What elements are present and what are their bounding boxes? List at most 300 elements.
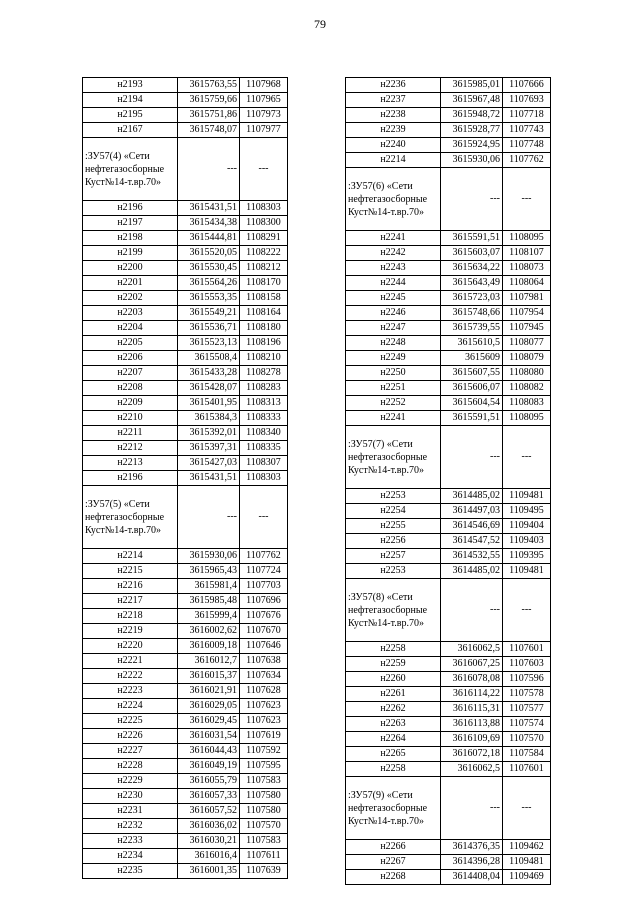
- table-row: [83, 849, 288, 864]
- table-row: [83, 594, 288, 609]
- point-id-cell: н2240: [346, 138, 441, 153]
- y-coordinate-cell: 1108170: [240, 276, 288, 291]
- y-coordinate-cell: 1107762: [240, 549, 288, 564]
- table-row: [346, 870, 551, 885]
- point-id-cell: н2217: [83, 594, 178, 609]
- x-coordinate-cell: 3616049,19: [178, 759, 240, 774]
- table-row: [346, 519, 551, 534]
- y-coordinate-cell: 1107954: [503, 306, 551, 321]
- point-id-cell: н2268: [346, 870, 441, 885]
- point-id-cell: н2230: [83, 789, 178, 804]
- x-coordinate-cell: 3616109,69: [441, 732, 503, 747]
- y-coordinate-cell: 1109404: [503, 519, 551, 534]
- point-id-cell: н2231: [83, 804, 178, 819]
- point-id-cell: н2249: [346, 351, 441, 366]
- x-coordinate-cell: 3615520,05: [178, 246, 240, 261]
- y-coordinate-cell: 1108300: [240, 216, 288, 231]
- x-coordinate-cell: 3615604,54: [441, 396, 503, 411]
- point-id-cell: н2254: [346, 504, 441, 519]
- x-coordinate-cell: 3614532,55: [441, 549, 503, 564]
- y-coordinate-cell: ---: [240, 486, 288, 549]
- point-id-cell: н2263: [346, 717, 441, 732]
- y-coordinate-cell: 1107670: [240, 624, 288, 639]
- table-row: [346, 276, 551, 291]
- y-coordinate-cell: 1107592: [240, 744, 288, 759]
- y-coordinate-cell: 1107623: [240, 714, 288, 729]
- table-row: [83, 441, 288, 456]
- x-coordinate-cell: ---: [441, 579, 503, 642]
- table-row: [83, 321, 288, 336]
- y-coordinate-cell: 1108303: [240, 471, 288, 486]
- point-id-cell: н2265: [346, 747, 441, 762]
- point-id-cell: н2211: [83, 426, 178, 441]
- x-coordinate-cell: 3616062,5: [441, 762, 503, 777]
- table-row: [346, 153, 551, 168]
- y-coordinate-cell: 1107666: [503, 78, 551, 93]
- point-id-cell: н2236: [346, 78, 441, 93]
- table-row: [346, 123, 551, 138]
- table-row: [83, 699, 288, 714]
- x-coordinate-cell: 3615999,4: [178, 609, 240, 624]
- y-coordinate-cell: 1107580: [240, 789, 288, 804]
- x-coordinate-cell: 3615508,4: [178, 351, 240, 366]
- parcel-header-row: [83, 138, 288, 201]
- table-row: [83, 336, 288, 351]
- table-row: [346, 246, 551, 261]
- x-coordinate-cell: 3615981,4: [178, 579, 240, 594]
- point-id-cell: н2242: [346, 246, 441, 261]
- point-id-cell: н2196: [83, 471, 178, 486]
- y-coordinate-cell: 1107570: [240, 819, 288, 834]
- table-row: [346, 687, 551, 702]
- x-coordinate-cell: 3615634,22: [441, 261, 503, 276]
- parcel-name-cell: :ЗУ57(6) «Сети нефтегазосборные Куст№14-т.вр.70»: [346, 168, 441, 231]
- x-coordinate-cell: 3616029,45: [178, 714, 240, 729]
- x-coordinate-cell: 3616031,54: [178, 729, 240, 744]
- table-row: [83, 639, 288, 654]
- y-coordinate-cell: 1107623: [240, 699, 288, 714]
- x-coordinate-cell: 3615930,06: [441, 153, 503, 168]
- table-row: [346, 261, 551, 276]
- y-coordinate-cell: 1108180: [240, 321, 288, 336]
- parcel-header-row: [346, 426, 551, 489]
- table-row: [346, 564, 551, 579]
- y-coordinate-cell: ---: [503, 579, 551, 642]
- y-coordinate-cell: 1108333: [240, 411, 288, 426]
- x-coordinate-cell: 3616044,43: [178, 744, 240, 759]
- point-id-cell: н2225: [83, 714, 178, 729]
- table-row: [83, 834, 288, 849]
- point-id-cell: н2239: [346, 123, 441, 138]
- y-coordinate-cell: 1108340: [240, 426, 288, 441]
- table-row: [346, 672, 551, 687]
- table-row: [83, 471, 288, 486]
- table-row: [83, 93, 288, 108]
- y-coordinate-cell: 1107724: [240, 564, 288, 579]
- y-coordinate-cell: 1107762: [503, 153, 551, 168]
- point-id-cell: н2234: [83, 849, 178, 864]
- y-coordinate-cell: 1108079: [503, 351, 551, 366]
- point-id-cell: н2238: [346, 108, 441, 123]
- point-id-cell: н2209: [83, 396, 178, 411]
- table-row: [346, 381, 551, 396]
- table-row: [346, 702, 551, 717]
- point-id-cell: н2210: [83, 411, 178, 426]
- point-id-cell: н2232: [83, 819, 178, 834]
- point-id-cell: н2247: [346, 321, 441, 336]
- point-id-cell: н2264: [346, 732, 441, 747]
- y-coordinate-cell: 1108083: [503, 396, 551, 411]
- table-row: [83, 456, 288, 471]
- table-row: [83, 366, 288, 381]
- y-coordinate-cell: ---: [240, 138, 288, 201]
- table-row: [346, 762, 551, 777]
- y-coordinate-cell: 1108095: [503, 231, 551, 246]
- point-id-cell: н2235: [83, 864, 178, 879]
- point-id-cell: н2241: [346, 411, 441, 426]
- x-coordinate-cell: 3615985,01: [441, 78, 503, 93]
- y-coordinate-cell: 1107748: [503, 138, 551, 153]
- y-coordinate-cell: 1109395: [503, 549, 551, 564]
- point-id-cell: н2194: [83, 93, 178, 108]
- table-row: [346, 366, 551, 381]
- parcel-name-cell: :ЗУ57(5) «Сети нефтегазосборные Куст№14-т.вр.70»: [83, 486, 178, 549]
- coordinates-table-left: [82, 77, 288, 879]
- y-coordinate-cell: 1109481: [503, 855, 551, 870]
- y-coordinate-cell: 1107646: [240, 639, 288, 654]
- y-coordinate-cell: 1107639: [240, 864, 288, 879]
- table-row: [83, 774, 288, 789]
- x-coordinate-cell: 3615643,49: [441, 276, 503, 291]
- table-row: [83, 819, 288, 834]
- x-coordinate-cell: 3616062,5: [441, 642, 503, 657]
- point-id-cell: н2197: [83, 216, 178, 231]
- table-row: [83, 864, 288, 879]
- y-coordinate-cell: 1107973: [240, 108, 288, 123]
- x-coordinate-cell: 3615723,03: [441, 291, 503, 306]
- x-coordinate-cell: 3616113,88: [441, 717, 503, 732]
- table-row: [83, 123, 288, 138]
- x-coordinate-cell: 3615739,55: [441, 321, 503, 336]
- point-id-cell: н2267: [346, 855, 441, 870]
- point-id-cell: н2196: [83, 201, 178, 216]
- x-coordinate-cell: ---: [178, 486, 240, 549]
- y-coordinate-cell: 1108313: [240, 396, 288, 411]
- y-coordinate-cell: 1107696: [240, 594, 288, 609]
- page-number: 79: [314, 17, 326, 31]
- point-id-cell: н2202: [83, 291, 178, 306]
- point-id-cell: н2244: [346, 276, 441, 291]
- x-coordinate-cell: 3616115,31: [441, 702, 503, 717]
- x-coordinate-cell: 3615591,51: [441, 411, 503, 426]
- y-coordinate-cell: 1107601: [503, 642, 551, 657]
- table-row: [346, 108, 551, 123]
- x-coordinate-cell: 3615924,95: [441, 138, 503, 153]
- y-coordinate-cell: 1108335: [240, 441, 288, 456]
- x-coordinate-cell: 3614376,35: [441, 840, 503, 855]
- x-coordinate-cell: 3615759,66: [178, 93, 240, 108]
- table-row: [83, 759, 288, 774]
- y-coordinate-cell: 1107584: [503, 747, 551, 762]
- table-row: [83, 714, 288, 729]
- point-id-cell: н2257: [346, 549, 441, 564]
- y-coordinate-cell: 1108082: [503, 381, 551, 396]
- point-id-cell: н2198: [83, 231, 178, 246]
- parcel-header-row: [346, 168, 551, 231]
- x-coordinate-cell: 3616029,05: [178, 699, 240, 714]
- table-row: [346, 840, 551, 855]
- y-coordinate-cell: 1107619: [240, 729, 288, 744]
- table-row: [346, 657, 551, 672]
- point-id-cell: н2201: [83, 276, 178, 291]
- point-id-cell: н2246: [346, 306, 441, 321]
- y-coordinate-cell: 1108307: [240, 456, 288, 471]
- table-row: [346, 351, 551, 366]
- x-coordinate-cell: 3615431,51: [178, 201, 240, 216]
- table-row: [83, 684, 288, 699]
- point-id-cell: н2222: [83, 669, 178, 684]
- y-coordinate-cell: 1107603: [503, 657, 551, 672]
- table-row: [346, 855, 551, 870]
- point-id-cell: н2237: [346, 93, 441, 108]
- y-coordinate-cell: 1107977: [240, 123, 288, 138]
- x-coordinate-cell: 3615530,45: [178, 261, 240, 276]
- x-coordinate-cell: 3615965,43: [178, 564, 240, 579]
- x-coordinate-cell: 3615536,71: [178, 321, 240, 336]
- point-id-cell: н2258: [346, 762, 441, 777]
- point-id-cell: н2212: [83, 441, 178, 456]
- table-row: [346, 306, 551, 321]
- table-row: [346, 747, 551, 762]
- y-coordinate-cell: 1109481: [503, 564, 551, 579]
- point-id-cell: н2215: [83, 564, 178, 579]
- table-row: [83, 291, 288, 306]
- x-coordinate-cell: 3616001,35: [178, 864, 240, 879]
- y-coordinate-cell: 1107676: [240, 609, 288, 624]
- table-row: [346, 717, 551, 732]
- y-coordinate-cell: 1108196: [240, 336, 288, 351]
- x-coordinate-cell: 3615751,86: [178, 108, 240, 123]
- x-coordinate-cell: 3615428,07: [178, 381, 240, 396]
- point-id-cell: н2213: [83, 456, 178, 471]
- y-coordinate-cell: 1107965: [240, 93, 288, 108]
- point-id-cell: н2241: [346, 231, 441, 246]
- point-id-cell: н2199: [83, 246, 178, 261]
- point-id-cell: н2251: [346, 381, 441, 396]
- x-coordinate-cell: 3615433,28: [178, 366, 240, 381]
- point-id-cell: н2207: [83, 366, 178, 381]
- point-id-cell: н2167: [83, 123, 178, 138]
- y-coordinate-cell: 1108222: [240, 246, 288, 261]
- table-row: [346, 396, 551, 411]
- point-id-cell: н2228: [83, 759, 178, 774]
- x-coordinate-cell: 3615384,3: [178, 411, 240, 426]
- y-coordinate-cell: 1108064: [503, 276, 551, 291]
- point-id-cell: н2256: [346, 534, 441, 549]
- table-row: [346, 549, 551, 564]
- x-coordinate-cell: 3615397,31: [178, 441, 240, 456]
- x-coordinate-cell: 3616012,7: [178, 654, 240, 669]
- table-row: [346, 534, 551, 549]
- table-row: [83, 246, 288, 261]
- table-row: [83, 396, 288, 411]
- table-row: [83, 789, 288, 804]
- y-coordinate-cell: 1107577: [503, 702, 551, 717]
- table-row: [83, 549, 288, 564]
- table-row: [346, 231, 551, 246]
- table-row: [83, 579, 288, 594]
- x-coordinate-cell: ---: [441, 168, 503, 231]
- point-id-cell: н2245: [346, 291, 441, 306]
- y-coordinate-cell: 1107703: [240, 579, 288, 594]
- y-coordinate-cell: 1107583: [240, 834, 288, 849]
- x-coordinate-cell: 3615948,72: [441, 108, 503, 123]
- point-id-cell: н2255: [346, 519, 441, 534]
- x-coordinate-cell: 3615748,07: [178, 123, 240, 138]
- x-coordinate-cell: 3615928,77: [441, 123, 503, 138]
- y-coordinate-cell: 1107968: [240, 78, 288, 93]
- table-row: [346, 93, 551, 108]
- y-coordinate-cell: 1107580: [240, 804, 288, 819]
- point-id-cell: н2208: [83, 381, 178, 396]
- x-coordinate-cell: 3615564,26: [178, 276, 240, 291]
- x-coordinate-cell: 3616030,21: [178, 834, 240, 849]
- x-coordinate-cell: 3615606,07: [441, 381, 503, 396]
- point-id-cell: н2193: [83, 78, 178, 93]
- table-row: [83, 744, 288, 759]
- y-coordinate-cell: ---: [503, 426, 551, 489]
- parcel-name-cell: :ЗУ57(4) «Сети нефтегазосборные Куст№14-т.вр.70»: [83, 138, 178, 201]
- x-coordinate-cell: 3615607,55: [441, 366, 503, 381]
- parcel-name-cell: :ЗУ57(8) «Сети нефтегазосборные Куст№14-т.вр.70»: [346, 579, 441, 642]
- y-coordinate-cell: ---: [503, 777, 551, 840]
- point-id-cell: н2219: [83, 624, 178, 639]
- table-row: [83, 411, 288, 426]
- point-id-cell: н2214: [83, 549, 178, 564]
- y-coordinate-cell: 1107601: [503, 762, 551, 777]
- y-coordinate-cell: 1109462: [503, 840, 551, 855]
- y-coordinate-cell: 1108210: [240, 351, 288, 366]
- table-row: [83, 78, 288, 93]
- table-row: [83, 201, 288, 216]
- point-id-cell: н2221: [83, 654, 178, 669]
- point-id-cell: н2227: [83, 744, 178, 759]
- parcel-name-cell: :ЗУ57(7) «Сети нефтегазосборные Куст№14-т.вр.70»: [346, 426, 441, 489]
- table-row: [83, 351, 288, 366]
- x-coordinate-cell: 3615401,95: [178, 396, 240, 411]
- x-coordinate-cell: 3615591,51: [441, 231, 503, 246]
- table-row: [346, 336, 551, 351]
- table-row: [83, 276, 288, 291]
- point-id-cell: н2220: [83, 639, 178, 654]
- y-coordinate-cell: 1107595: [240, 759, 288, 774]
- table-row: [83, 609, 288, 624]
- y-coordinate-cell: 1107718: [503, 108, 551, 123]
- y-coordinate-cell: 1108073: [503, 261, 551, 276]
- table-row: [346, 321, 551, 336]
- x-coordinate-cell: 3614546,69: [441, 519, 503, 534]
- point-id-cell: н2266: [346, 840, 441, 855]
- x-coordinate-cell: 3615609: [441, 351, 503, 366]
- y-coordinate-cell: 1108278: [240, 366, 288, 381]
- x-coordinate-cell: 3615434,38: [178, 216, 240, 231]
- x-coordinate-cell: 3615610,5: [441, 336, 503, 351]
- table-row: [83, 564, 288, 579]
- x-coordinate-cell: 3614497,03: [441, 504, 503, 519]
- y-coordinate-cell: 1107596: [503, 672, 551, 687]
- x-coordinate-cell: 3615930,06: [178, 549, 240, 564]
- table-row: [83, 426, 288, 441]
- x-coordinate-cell: ---: [441, 777, 503, 840]
- table-row: [83, 381, 288, 396]
- x-coordinate-cell: 3614485,02: [441, 489, 503, 504]
- point-id-cell: н2261: [346, 687, 441, 702]
- x-coordinate-cell: 3615985,48: [178, 594, 240, 609]
- x-coordinate-cell: 3616009,18: [178, 639, 240, 654]
- point-id-cell: н2259: [346, 657, 441, 672]
- table-row: [83, 729, 288, 744]
- x-coordinate-cell: 3615427,03: [178, 456, 240, 471]
- y-coordinate-cell: 1108212: [240, 261, 288, 276]
- x-coordinate-cell: 3615523,13: [178, 336, 240, 351]
- y-coordinate-cell: 1107981: [503, 291, 551, 306]
- y-coordinate-cell: 1108095: [503, 411, 551, 426]
- x-coordinate-cell: 3616057,52: [178, 804, 240, 819]
- table-row: [83, 624, 288, 639]
- y-coordinate-cell: 1109469: [503, 870, 551, 885]
- y-coordinate-cell: 1108291: [240, 231, 288, 246]
- x-coordinate-cell: ---: [441, 426, 503, 489]
- x-coordinate-cell: 3614547,52: [441, 534, 503, 549]
- x-coordinate-cell: ---: [178, 138, 240, 201]
- parcel-name-cell: :ЗУ57(9) «Сети нефтегазосборные Куст№14-т.вр.70»: [346, 777, 441, 840]
- x-coordinate-cell: 3616016,4: [178, 849, 240, 864]
- x-coordinate-cell: 3614396,28: [441, 855, 503, 870]
- table-row: [83, 804, 288, 819]
- table-row: [346, 489, 551, 504]
- point-id-cell: н2224: [83, 699, 178, 714]
- x-coordinate-cell: 3615967,48: [441, 93, 503, 108]
- table-row: [346, 411, 551, 426]
- x-coordinate-cell: 3615444,81: [178, 231, 240, 246]
- table-row: [83, 231, 288, 246]
- table-row: [83, 108, 288, 123]
- point-id-cell: н2252: [346, 396, 441, 411]
- point-id-cell: н2243: [346, 261, 441, 276]
- point-id-cell: н2214: [346, 153, 441, 168]
- y-coordinate-cell: 1107583: [240, 774, 288, 789]
- x-coordinate-cell: 3614408,04: [441, 870, 503, 885]
- y-coordinate-cell: 1108283: [240, 381, 288, 396]
- point-id-cell: н2203: [83, 306, 178, 321]
- y-coordinate-cell: 1107611: [240, 849, 288, 864]
- y-coordinate-cell: ---: [503, 168, 551, 231]
- y-coordinate-cell: 1109495: [503, 504, 551, 519]
- y-coordinate-cell: 1107570: [503, 732, 551, 747]
- y-coordinate-cell: 1107574: [503, 717, 551, 732]
- y-coordinate-cell: 1107578: [503, 687, 551, 702]
- x-coordinate-cell: 3615553,35: [178, 291, 240, 306]
- x-coordinate-cell: 3615549,21: [178, 306, 240, 321]
- y-coordinate-cell: 1107945: [503, 321, 551, 336]
- y-coordinate-cell: 1107638: [240, 654, 288, 669]
- parcel-header-row: [83, 486, 288, 549]
- y-coordinate-cell: 1108303: [240, 201, 288, 216]
- point-id-cell: н2258: [346, 642, 441, 657]
- x-coordinate-cell: 3616021,91: [178, 684, 240, 699]
- point-id-cell: н2250: [346, 366, 441, 381]
- x-coordinate-cell: 3616078,08: [441, 672, 503, 687]
